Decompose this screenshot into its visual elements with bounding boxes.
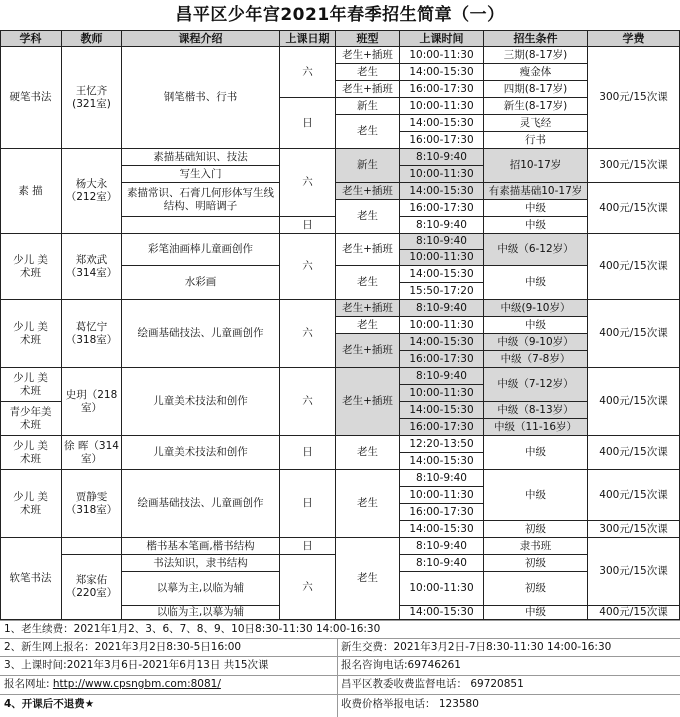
teacher-cell: 葛忆宁 （318室）	[62, 300, 122, 368]
condition-cell: 中级（11-16岁）	[484, 419, 588, 436]
day-cell: 六	[280, 300, 336, 368]
class-type-cell: 老生+插班	[336, 234, 400, 266]
subject-cell: 少儿 美 术班	[0, 234, 62, 300]
condition-cell: 初级	[484, 521, 588, 538]
fee-cell: 300元/15次课	[588, 538, 680, 606]
subject-cell: 少儿 美 术班	[0, 368, 62, 402]
teacher-cell: 贾静雯 （318室）	[62, 470, 122, 538]
class-type-cell: 老生	[336, 115, 400, 149]
time-cell: 14:00-15:30	[400, 115, 484, 132]
header-6: 招生条件	[484, 30, 588, 47]
fee-cell: 400元/15次课	[588, 470, 680, 521]
condition-cell: 中级（9-10岁）	[484, 334, 588, 351]
class-type-cell: 老生	[336, 64, 400, 81]
time-cell: 10:00-11:30	[400, 98, 484, 115]
time-cell: 16:00-17:30	[400, 200, 484, 217]
signup-url-link[interactable]: http://www.cpsngbm.com:8081/	[52, 678, 221, 690]
class-type-cell: 新生	[336, 98, 400, 115]
class-type-cell: 老生+插班	[336, 81, 400, 98]
condition-cell: 有素描基础10-17岁	[484, 183, 588, 200]
teacher-cell: 杨大永 （212室）	[62, 149, 122, 234]
fee-cell: 300元/15次课	[588, 47, 680, 149]
condition-cell: 中级（7-12岁）	[484, 368, 588, 402]
note-price-report-phone: 收费价格举报电话： 123580	[341, 698, 479, 710]
time-cell: 8:10-9:40	[400, 538, 484, 555]
day-cell: 日	[280, 470, 336, 538]
time-cell: 8:10-9:40	[400, 470, 484, 487]
teacher-cell: 史玥（218 室）	[62, 368, 122, 436]
course-cell: 绘画基础技法、儿童画创作	[122, 300, 280, 368]
note-new-payment: 新生交费：2021年3月2日-7日8:30-11:30 14:00-16:30	[341, 641, 612, 653]
condition-cell: 行书	[484, 132, 588, 149]
class-type-cell: 老生	[336, 538, 400, 620]
course-cell: 儿童美术技法和创作	[122, 436, 280, 470]
fee-cell: 400元/15次课	[588, 436, 680, 470]
signup-url-label: 报名网址:	[4, 678, 50, 690]
time-cell: 16:00-17:30	[400, 351, 484, 368]
day-cell: 六	[280, 149, 336, 217]
header-2: 课程介绍	[122, 30, 280, 47]
teacher-cell: 王忆齐 (321室)	[62, 47, 122, 149]
condition-cell: 中级（7-8岁）	[484, 351, 588, 368]
class-type-cell: 老生+插班	[336, 47, 400, 64]
time-cell: 14:00-15:30	[400, 183, 484, 200]
class-type-cell: 老生+插班	[336, 368, 400, 436]
condition-cell: 隶书班	[484, 538, 588, 555]
time-cell: 14:00-15:30	[400, 402, 484, 419]
time-cell: 14:00-15:30	[400, 266, 484, 283]
header-1: 教师	[62, 30, 122, 47]
class-type-cell: 老生	[336, 200, 400, 234]
fee-cell: 400元/15次课	[588, 368, 680, 436]
header-7: 学费	[588, 30, 680, 47]
time-cell: 14:00-15:30	[400, 521, 484, 538]
course-cell	[122, 217, 280, 234]
class-type-cell: 老生+插班	[336, 183, 400, 200]
subject-cell: 少儿 美 术班	[0, 300, 62, 368]
condition-cell: 初级	[484, 572, 588, 606]
time-cell: 14:00-15:30	[400, 606, 484, 620]
condition-cell: 中级	[484, 217, 588, 234]
subject-cell: 硬笔书法	[0, 47, 62, 149]
page-title: 昌平区少年宫2021年春季招生简章（一）	[175, 5, 505, 25]
note-online-signup: 2、新生网上报名：2021年3月2日8:30-5日16:00	[4, 641, 242, 653]
time-cell: 8:10-9:40	[400, 149, 484, 166]
time-cell: 10:00-11:30	[400, 385, 484, 402]
condition-cell: 四期(8-17岁)	[484, 81, 588, 98]
class-type-cell: 老生	[336, 266, 400, 300]
time-cell: 10:00-11:30	[400, 166, 484, 183]
time-cell: 10:00-11:30	[400, 487, 484, 504]
condition-cell: 初级	[484, 555, 588, 572]
time-cell: 8:10-9:40	[400, 555, 484, 572]
fee-cell: 400元/15次课	[588, 234, 680, 300]
condition-cell: 灵飞经	[484, 115, 588, 132]
day-cell: 六	[280, 368, 336, 436]
condition-cell: 瘦金体	[484, 64, 588, 81]
time-cell: 14:00-15:30	[400, 334, 484, 351]
day-cell: 日	[280, 98, 336, 149]
fee-cell: 300元/15次课	[588, 149, 680, 183]
condition-cell: 中级	[484, 317, 588, 334]
note-signup-url	[0, 677, 221, 692]
condition-cell: 招10-17岁	[484, 149, 588, 183]
note-class-dates: 3、上课时间:2021年3月6日-2021年6月13日 共15次课	[4, 659, 269, 671]
time-cell: 10:00-11:30	[400, 250, 484, 266]
course-cell: 写生入门	[122, 166, 280, 183]
time-cell: 16:00-17:30	[400, 504, 484, 521]
class-type-cell: 老生	[336, 470, 400, 538]
fee-cell: 400元/15次课	[588, 183, 680, 234]
teacher-cell	[62, 538, 122, 555]
course-cell: 彩笔油画棒儿童画创作	[122, 234, 280, 266]
time-cell: 16:00-17:30	[400, 419, 484, 436]
day-cell: 日	[280, 436, 336, 470]
class-type-cell: 新生	[336, 149, 400, 183]
day-cell: 六	[280, 47, 336, 98]
time-cell: 16:00-17:30	[400, 132, 484, 149]
header-3: 上课日期	[280, 30, 336, 47]
teacher-cell: 徐 晖（314 室）	[62, 436, 122, 470]
condition-cell: 新生(8-17岁)	[484, 98, 588, 115]
condition-cell: 中级	[484, 436, 588, 470]
subject-cell: 青少年美 术班	[0, 402, 62, 436]
condition-cell: 中级	[484, 200, 588, 217]
time-cell: 10:00-11:30	[400, 47, 484, 64]
fee-cell: 400元/15次课	[588, 606, 680, 620]
day-cell: 六	[280, 555, 336, 620]
note-no-refund: 4、开课后不退费★	[4, 698, 95, 710]
condition-cell: 中级	[484, 606, 588, 620]
header-0: 学科	[0, 30, 62, 47]
class-type-cell: 老生	[336, 317, 400, 334]
note-consult-phone: 报名咨询电话:69746261	[341, 659, 461, 671]
course-cell: 钢笔楷书、行书	[122, 47, 280, 149]
class-type-cell: 老生	[336, 436, 400, 470]
time-cell: 16:00-17:30	[400, 81, 484, 98]
time-cell: 15:50-17:20	[400, 283, 484, 300]
time-cell: 8:10-9:40	[400, 300, 484, 317]
fee-cell: 300元/15次课	[588, 521, 680, 538]
course-cell: 书法知识，隶书结构	[122, 555, 280, 572]
course-cell: 儿童美术技法和创作	[122, 368, 280, 436]
course-cell: 以摹为主,以临为辅	[122, 572, 280, 606]
condition-cell: 三期(8-17岁)	[484, 47, 588, 64]
time-cell: 14:00-15:30	[400, 64, 484, 81]
time-cell: 8:10-9:40	[400, 217, 484, 234]
schedule-table	[0, 30, 680, 620]
notes-section	[0, 620, 680, 717]
time-cell: 12:20-13:50	[400, 436, 484, 453]
class-type-cell: 老生+插班	[336, 300, 400, 317]
subject-cell: 素 描	[0, 149, 62, 234]
condition-cell: 中级（6-12岁）	[484, 234, 588, 266]
condition-cell: 中级	[484, 266, 588, 300]
day-cell: 日	[280, 217, 336, 234]
subject-cell: 软笔书法	[0, 538, 62, 620]
header-4: 班型	[336, 30, 400, 47]
course-cell: 水彩画	[122, 266, 280, 300]
time-cell: 8:10-9:40	[400, 234, 484, 250]
condition-cell: 中级（8-13岁）	[484, 402, 588, 419]
fee-cell: 400元/15次课	[588, 300, 680, 368]
header-5: 上课时间	[400, 30, 484, 47]
time-cell: 10:00-11:30	[400, 317, 484, 334]
time-cell: 14:00-15:30	[400, 453, 484, 470]
subject-cell: 少儿 美 术班	[0, 436, 62, 470]
course-cell: 以临为主,以摹为辅	[122, 606, 280, 620]
subject-cell: 少儿 美 术班	[0, 470, 62, 538]
day-cell: 六	[280, 234, 336, 300]
note-supervision-phone: 昌平区教委收费监督电话： 69720851	[341, 678, 524, 690]
teacher-cell: 郑家佑 （220室）	[62, 555, 122, 620]
condition-cell: 中级(9-10岁）	[484, 300, 588, 317]
teacher-cell: 郑欢武 （314室）	[62, 234, 122, 300]
note-renewal: 1、老生续费：2021年1月2、3、6、7、8、9、10日8:30-11:30 14:00-16:30	[4, 623, 381, 635]
course-cell: 楷书基本笔画,楷书结构	[122, 538, 280, 555]
course-cell: 绘画基础技法、儿童画创作	[122, 470, 280, 538]
class-type-cell: 老生+插班	[336, 334, 400, 368]
course-cell: 素描基础知识、技法	[122, 149, 280, 166]
course-cell: 素描常识、石膏几何形体写生线结构、明暗调子	[122, 183, 280, 217]
condition-cell: 中级	[484, 470, 588, 521]
time-cell: 10:00-11:30	[400, 572, 484, 606]
day-cell: 日	[280, 538, 336, 555]
time-cell: 8:10-9:40	[400, 368, 484, 385]
